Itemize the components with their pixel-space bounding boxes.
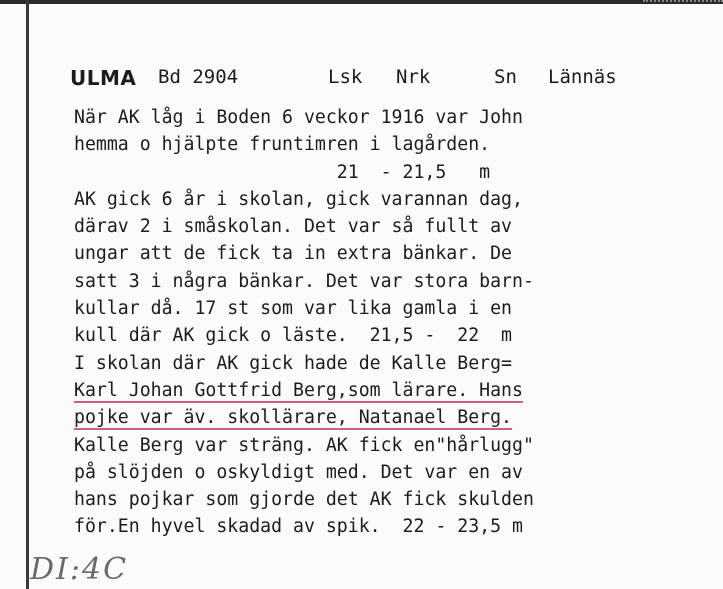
card-left-border: [26, 0, 29, 589]
text-line: hemma o hjälpte fruntimren i lagården.: [74, 134, 491, 156]
text-line: 21 - 21,5 m: [74, 161, 491, 183]
text-line: AK gick 6 år i skolan, gick varannan dag,: [74, 188, 523, 210]
text-line: Kalle Berg var sträng. AK fick en"hårlugg": [74, 434, 534, 456]
text-line: hans pojkar som gjorde det AK fick skulden: [74, 489, 534, 511]
parish-name: Lännäs: [548, 66, 617, 88]
text-line: på slöjden o oskyldigt med. Det var en av: [74, 461, 523, 483]
text-line-underlined: Karl Johan Gottfrid Berg,som lärare. Hans: [74, 379, 523, 401]
card-header: [70, 66, 670, 96]
card-top-border: [0, 0, 723, 4]
text-line-underlined: pojke var äv. skollärare, Natanael Berg.: [74, 407, 512, 429]
district-code: Nrk: [396, 66, 431, 88]
text-line: ungar att de fick ta in extra bänkar. De: [74, 243, 512, 265]
handwritten-signature: DI:4C: [30, 552, 129, 587]
parish-prefix: Sn: [494, 66, 517, 88]
text-line: satt 3 i några bänkar. Det var stora barn-: [74, 270, 534, 292]
archive-code: ULMA: [70, 66, 137, 90]
text-line: kullar då. 17 st som var lika gamla i en: [74, 298, 512, 320]
text-line: När AK låg i Boden 6 veckor 1916 var John: [74, 107, 523, 128]
text-line: kull där AK gick o läste. 21,5 - 22 m: [74, 325, 512, 347]
transcript-body: [74, 104, 694, 541]
corner-mark: [643, 0, 723, 16]
text-line: för.En hyvel skadad av spik. 22 - 23,5 m: [74, 516, 523, 538]
record-number: Bd 2904: [158, 66, 239, 88]
text-line: därav 2 i småskolan. Det var så fullt av: [74, 216, 512, 238]
text-line: I skolan där AK gick hade de Kalle Berg=: [74, 352, 512, 374]
county-code: Lsk: [328, 66, 363, 88]
